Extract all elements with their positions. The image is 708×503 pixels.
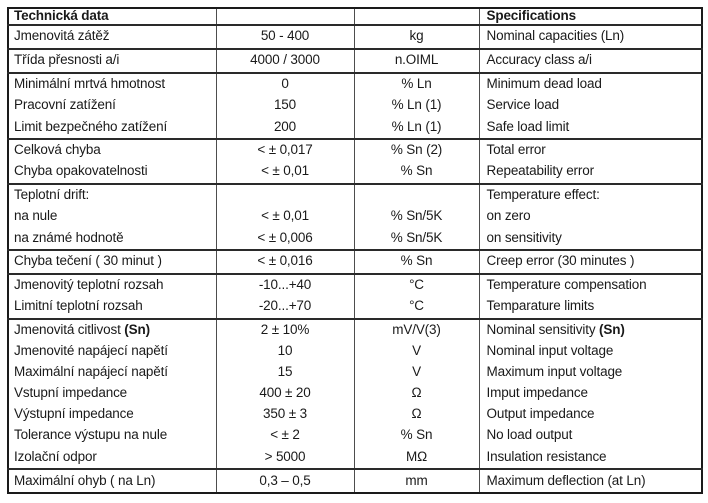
cell-english: Nominal sensitivity (Sn) [486,321,625,337]
cell-czech: Výstupní impedance [8,404,216,425]
cell-unit: % Sn/5K [354,206,479,227]
table-row [8,184,702,206]
cell-czech: Jmenovitá zátěž [8,25,216,49]
cell-unit: % Sn [354,161,479,183]
table-row [8,319,702,341]
cell-value: 0,3 – 0,5 [216,469,354,493]
table-row [8,161,702,183]
cell-czech: Pracovní zatížení [8,95,216,116]
cell-unit: % Sn [354,425,479,446]
table-row [8,446,702,468]
cell-english: Service load [486,97,559,113]
cell-value [216,184,354,206]
cell-english: Temparature limits [486,298,595,314]
table-row [8,116,702,138]
cell-czech: Maximální ohyb ( na Ln) [8,469,216,493]
cell-unit: n.OIML [354,49,479,73]
cell-unit: Ω [354,404,479,425]
cell-value: < ± 0,017 [216,139,354,161]
cell-english: Imput impedance [486,385,588,401]
cell-unit: % Sn (2) [354,139,479,161]
cell-czech: Maximální napájecí napětí [8,362,216,383]
cell-value: -20...+70 [216,296,354,318]
cell-czech: Chyba tečení ( 30 minut ) [8,250,216,274]
table-row [8,95,702,116]
cell-value: < ± 0,01 [216,206,354,227]
spec-table [7,7,703,494]
table-row [8,383,702,404]
spec-table-body [8,25,702,493]
cell-czech: na nule [8,206,216,227]
cell-value: < ± 0,01 [216,161,354,183]
cell-unit: % Sn/5K [354,227,479,249]
cell-value: < ± 0,016 [216,250,354,274]
cell-czech: Chyba opakovatelnosti [8,161,216,183]
cell-english: Minimum dead load [486,75,602,91]
cell-unit: V [354,341,479,362]
cell-value: -10...+40 [216,274,354,296]
cell-value: < ± 0,006 [216,227,354,249]
cell-czech: Třída přesnosti a/i [8,49,216,73]
cell-english-bold: (Sn) [599,321,625,337]
cell-english: Maximum input voltage [486,364,623,380]
table-row [8,296,702,318]
cell-value: 15 [216,362,354,383]
table-row [8,469,702,493]
cell-czech: Celková chyba [8,139,216,161]
table-header-row [8,8,702,25]
cell-english: Temperature compensation [486,276,647,292]
cell-english: Temperature effect: [486,186,600,202]
table-row [8,425,702,446]
cell-czech: Minimální mrtvá hmotnost [8,73,216,95]
cell-czech: Limitní teplotní rozsah [8,296,216,318]
table-row [8,25,702,49]
cell-english: Nominal input voltage [486,343,614,359]
cell-english: on sensitivity [486,229,562,245]
cell-unit: °C [354,274,479,296]
cell-unit: mV/V(3) [354,319,479,341]
cell-value: 10 [216,341,354,362]
cell-czech: Jmenovité napájecí napětí [8,341,216,362]
cell-value: 50 - 400 [216,25,354,49]
cell-czech: Limit bezpečného zatížení [8,116,216,138]
cell-english: on zero [486,208,531,224]
table-row [8,274,702,296]
cell-unit: % Ln (1) [354,116,479,138]
table-row [8,73,702,95]
cell-value: 0 [216,73,354,95]
cell-english: Output impedance [486,406,595,422]
cell-unit: Ω [354,383,479,404]
cell-value: 150 [216,95,354,116]
cell-unit: kg [354,25,479,49]
cell-english: Repeatability error [486,163,594,179]
cell-czech: Teplotní drift: [8,184,216,206]
cell-value: > 5000 [216,446,354,468]
cell-value: 400 ± 20 [216,383,354,404]
cell-unit: V [354,362,479,383]
cell-english: Accuracy class a/i [486,52,592,68]
cell-unit: % Sn [354,250,479,274]
table-row [8,250,702,274]
cell-unit: % Ln (1) [354,95,479,116]
cell-value: 200 [216,116,354,138]
cell-unit: % Ln [354,73,479,95]
cell-english: Safe load limit [486,118,570,134]
header-unit-column [354,8,479,25]
table-row [8,206,702,227]
cell-english: Total error [486,142,546,157]
cell-english: Nominal capacities (Ln) [486,28,625,44]
cell-value: 2 ± 10% [216,319,354,341]
table-row [8,49,702,73]
cell-value: 350 ± 3 [216,404,354,425]
cell-czech: Jmenovitý teplotní rozsah [8,274,216,296]
cell-english: No load output [486,427,573,443]
header-value-column [216,8,354,25]
cell-czech: Izolační odpor [8,446,216,468]
table-row [8,227,702,249]
table-row [8,362,702,383]
cell-english: Maximum deflection (at Ln) [486,472,646,488]
cell-czech: Tolerance výstupu na nule [8,425,216,446]
table-row [8,341,702,362]
header-czech-title: Technická data [8,8,216,25]
cell-unit: °C [354,296,479,318]
cell-czech: na známé hodnotě [8,227,216,249]
cell-czech-bold: (Sn) [124,321,150,337]
cell-unit: MΩ [354,446,479,468]
header-english-title: Specifications [486,8,576,23]
cell-value: < ± 2 [216,425,354,446]
cell-english: Creep error (30 minutes ) [486,253,635,269]
table-row [8,404,702,425]
cell-english: Insulation resistance [486,448,607,464]
table-row [8,139,702,161]
cell-value: 4000 / 3000 [216,49,354,73]
cell-unit [354,184,479,206]
cell-unit: mm [354,469,479,493]
cell-czech: Vstupní impedance [8,383,216,404]
cell-czech: Jmenovitá citlivost (Sn) [8,319,216,341]
